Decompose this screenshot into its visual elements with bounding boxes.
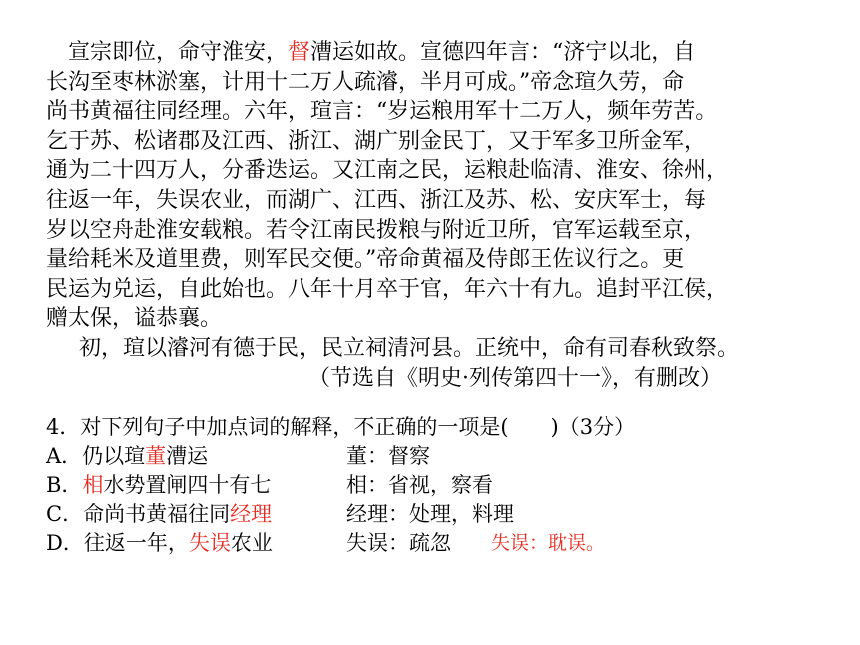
option-c (46, 500, 846, 529)
question-stem: 4．对下列句子中加点词的解释，不正确的一项是( )（3分） (46, 415, 636, 439)
option-sentence: B．相水势置闸四十有七 (46, 473, 272, 497)
highlighted-word: 董 (145, 444, 167, 468)
option-sentence: D．往返一年，失误农业 (46, 531, 273, 555)
passage-source: （节选自《明史·列传第四十一》，有删改） (308, 365, 722, 391)
passage-line: 宣宗即位，命守淮安，督漕运如故。宣德四年言：“济宁以北，自 (68, 40, 696, 65)
option-explanation: 董：督察 (346, 444, 430, 468)
option-d (46, 529, 846, 558)
highlighted-word: 督 (288, 40, 311, 65)
option-sentence: A．仍以瑄董漕运 (46, 444, 209, 468)
passage-line: 尚书黄福往同经理。六年，瑄言：“岁运粮用军十二万人，频年劳苦。 (46, 99, 718, 125)
passage-line: 岁以空舟赴淮安载粮。若令江南民拨粮与附近卫所，官军运载至京， (46, 217, 707, 243)
answer-note: 失误：耽误。 (491, 532, 606, 554)
option-explanation: 经理：处理，料理 (346, 502, 514, 526)
highlighted-word: 失误 (188, 531, 231, 555)
option-sentence: C．命尚书黄福往同经理 (46, 502, 273, 526)
option-explanation: 相：省视，察看 (346, 473, 493, 497)
option-explanation: 失误：疏忽 (346, 531, 451, 555)
passage-line: 民运为兑运，自此始也。八年十月卒于官，年六十有九。追封平江侯， (46, 276, 729, 302)
highlighted-word: 经理 (230, 502, 273, 526)
option-a (46, 442, 846, 471)
passage-line: 通为二十四万人，分番迭运。又江南之民，运粮赴临清、淮安、徐州， (46, 158, 729, 184)
passage-line: 初，瑄以濬河有德于民，民立祠清河县。正统中，命有司春秋致祭。 (79, 335, 740, 361)
passage-line: 赠太保，谥恭襄。 (46, 306, 223, 332)
passage-line: 长沟至枣林淤塞，计用十二万人疏濬，半月可成。”帝念瑄久劳，命 (46, 69, 685, 95)
passage-line: 量给耗米及道里费，则军民交便。”帝命黄福及侍郎王佐议行之。更 (46, 247, 685, 273)
passage-line: 乞于苏、松诸郡及江西、浙江、湖广别金民丁，又于军多卫所金军， (46, 128, 707, 154)
passage (46, 38, 846, 393)
option-b (46, 471, 846, 500)
passage-line: 往返一年，失误农业，而湖广、江西、浙江及苏、松、安庆军士，每 (46, 187, 707, 213)
question-block (46, 413, 846, 558)
highlighted-word: 相 (82, 473, 104, 497)
